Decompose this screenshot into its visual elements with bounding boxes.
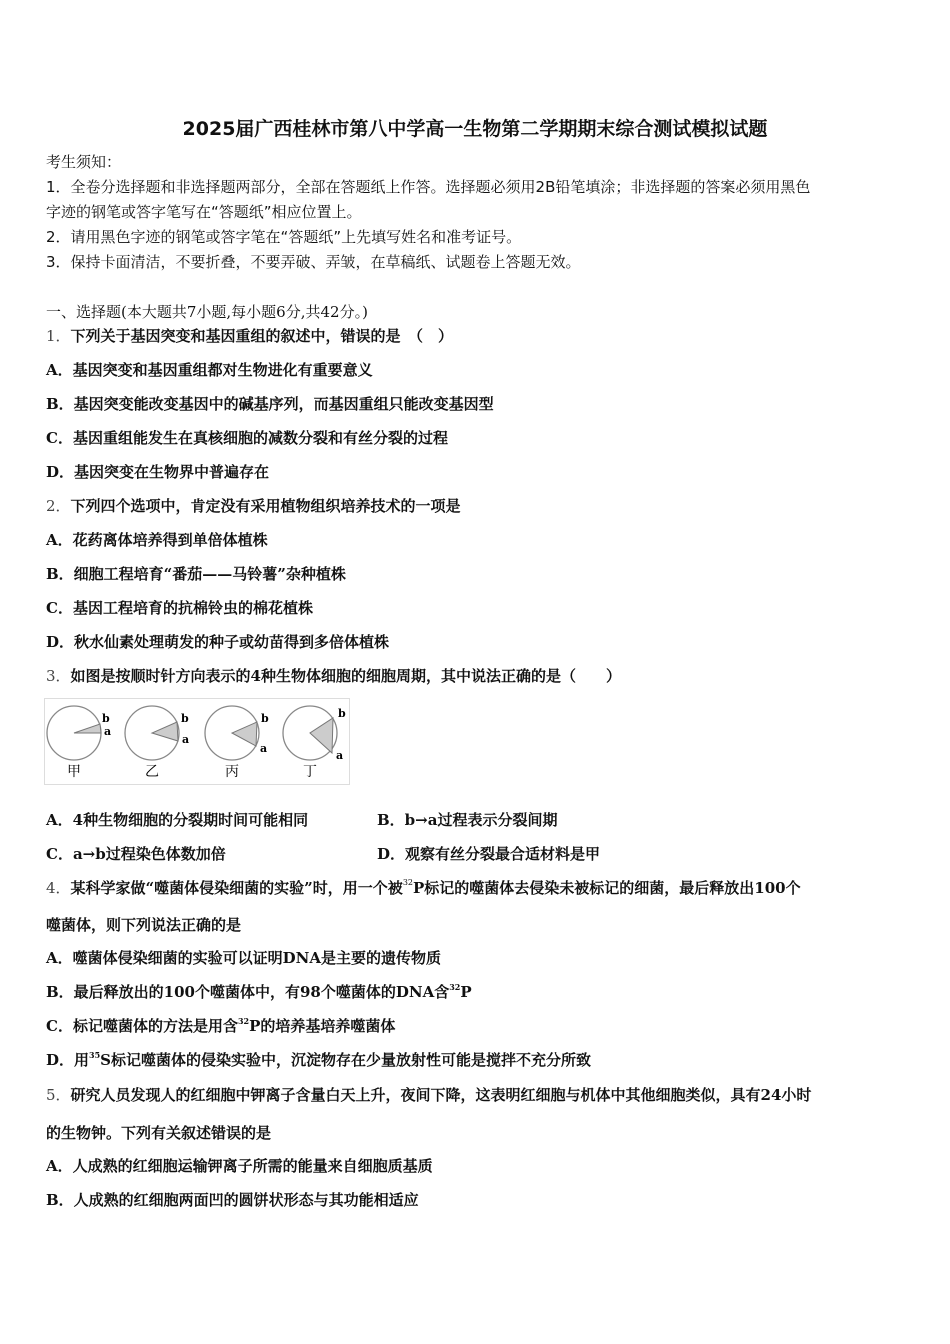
- question-number: 4．: [46, 879, 71, 897]
- point-a-label: a: [260, 742, 268, 755]
- option: B．细胞工程培育“番茄——马铃薯”杂种植株: [46, 565, 346, 583]
- option: [46, 982, 472, 1002]
- question-number: 5．: [46, 1086, 71, 1104]
- option: D．基因突变在生物界中普遍存在: [46, 463, 270, 481]
- question-5: [46, 1085, 811, 1105]
- option-text: S标记噬菌体的侵染实验中，沉淀物存在少量放射性可能是搅拌不充分所致: [100, 1051, 591, 1069]
- point-a-label: a: [182, 733, 190, 746]
- question-stem: P标记的噬菌体去侵染未被标记的细菌，最后释放出100个: [413, 879, 801, 897]
- option: D．秋水仙素处理萌发的种子或幼苗得到多倍体植株: [46, 633, 390, 651]
- cycle-diagram-ding: [283, 706, 346, 780]
- section-heading: 一、选择题(本大题共7小题,每小题6分,共42分。): [46, 303, 368, 321]
- superscript: 32: [237, 1016, 250, 1026]
- question-stem: 某科学家做“噬菌体侵染细菌的实验”时，用一个被: [70, 879, 403, 897]
- option: C．基因重组能发生在真核细胞的减数分裂和有丝分裂的过程: [46, 429, 448, 447]
- question-stem: 下列四个选项中，肯定没有采用植物组织培养技术的一项是: [70, 497, 461, 515]
- question-stem: 下列关于基因突变和基因重组的叙述中，错误的是 （ ）: [70, 327, 454, 345]
- superscript: 32: [402, 878, 413, 887]
- question-number: 3．: [46, 667, 71, 685]
- question-4: [46, 878, 801, 898]
- cycle-diagram-bing: [205, 706, 269, 780]
- notice-item: 3．保持卡面清洁，不要折叠，不要弄破、弄皱，在草稿纸、试题卷上答题无效。: [46, 253, 581, 271]
- cell-cycle-figure: [44, 698, 354, 786]
- superscript: 35: [89, 1050, 101, 1060]
- option: B．b→a过程表示分裂间期: [377, 811, 558, 829]
- figure-label: 甲: [67, 764, 81, 780]
- option: [46, 1016, 395, 1036]
- superscript: 32: [449, 982, 461, 992]
- question-3: [46, 666, 621, 686]
- cycle-diagram-yi: [125, 706, 189, 780]
- option: A．噬菌体侵染细菌的实验可以证明DNA是主要的遗传物质: [46, 949, 441, 967]
- figure-label: 丙: [225, 764, 239, 780]
- point-b-label: b: [102, 712, 110, 725]
- point-b-label: b: [338, 707, 346, 720]
- question-stem: 研究人员发现人的红细胞中钾离子含量白天上升，夜间下降，这表明红细胞与机体中其他细胞类似，具有24小时: [70, 1086, 812, 1104]
- option-text: D．用: [46, 1051, 90, 1069]
- question-stem: 如图是按顺时针方向表示的4种生物体细胞的细胞周期，其中说法正确的是（ ）: [70, 667, 621, 685]
- question-number: 2．: [46, 497, 71, 515]
- option: C．基因工程培育的抗棉铃虫的棉花植株: [46, 599, 313, 617]
- option: [46, 1050, 591, 1070]
- option: A．人成熟的红细胞运输钾离子所需的能量来自细胞质基质: [46, 1157, 433, 1175]
- figure-label: 乙: [145, 764, 159, 780]
- option-text: P的培养基培养噬菌体: [249, 1017, 396, 1035]
- question-1: [46, 326, 453, 346]
- point-b-label: b: [261, 712, 269, 725]
- point-b-label: b: [181, 712, 189, 725]
- option-text: P: [460, 983, 472, 1001]
- option-text: B．最后释放出的100个噬菌体中，有98个噬菌体的DNA含: [46, 983, 450, 1001]
- option: C．a→b过程染色体数加倍: [46, 845, 226, 863]
- point-a-label: a: [104, 725, 112, 738]
- notice-heading: 考生须知：: [46, 153, 122, 171]
- figure-label: 丁: [303, 764, 317, 780]
- question-stem-cont: 噬菌体，则下列说法正确的是: [46, 916, 242, 934]
- notice-item: 字迹的钢笔或答字笔写在“答题纸”相应位置上。: [46, 203, 362, 221]
- option: A．花药离体培养得到单倍体植株: [46, 531, 268, 549]
- option: A．基因突变和基因重组都对生物进化有重要意义: [46, 361, 373, 379]
- notice-item: 2．请用黑色字迹的钢笔或答字笔在“答题纸”上先填写姓名和准考证号。: [46, 228, 522, 246]
- notice-item: 1．全卷分选择题和非选择题两部分，全部在答题纸上作答。选择题必须用2B铅笔填涂；非选择题的答案必须用黑色: [46, 178, 811, 196]
- question-number: 1．: [46, 327, 71, 345]
- point-a-label: a: [336, 749, 344, 762]
- option-text: C．标记噬菌体的方法是用含: [46, 1017, 238, 1035]
- option: D．观察有丝分裂最合适材料是甲: [377, 845, 601, 863]
- page-title: 2025届广西桂林市第八中学高一生物第二学期期末综合测试模拟试题: [182, 118, 768, 140]
- cycle-diagram-jia: [47, 706, 111, 780]
- option: B．基因突变能改变基因中的碱基序列，而基因重组只能改变基因型: [46, 395, 494, 413]
- option: A．4种生物细胞的分裂期时间可能相同: [46, 811, 309, 829]
- option: B．人成熟的红细胞两面凹的圆饼状形态与其功能相适应: [46, 1191, 419, 1209]
- question-stem-cont: 的生物钟。下列有关叙述错误的是: [46, 1124, 272, 1142]
- question-2: [46, 496, 461, 516]
